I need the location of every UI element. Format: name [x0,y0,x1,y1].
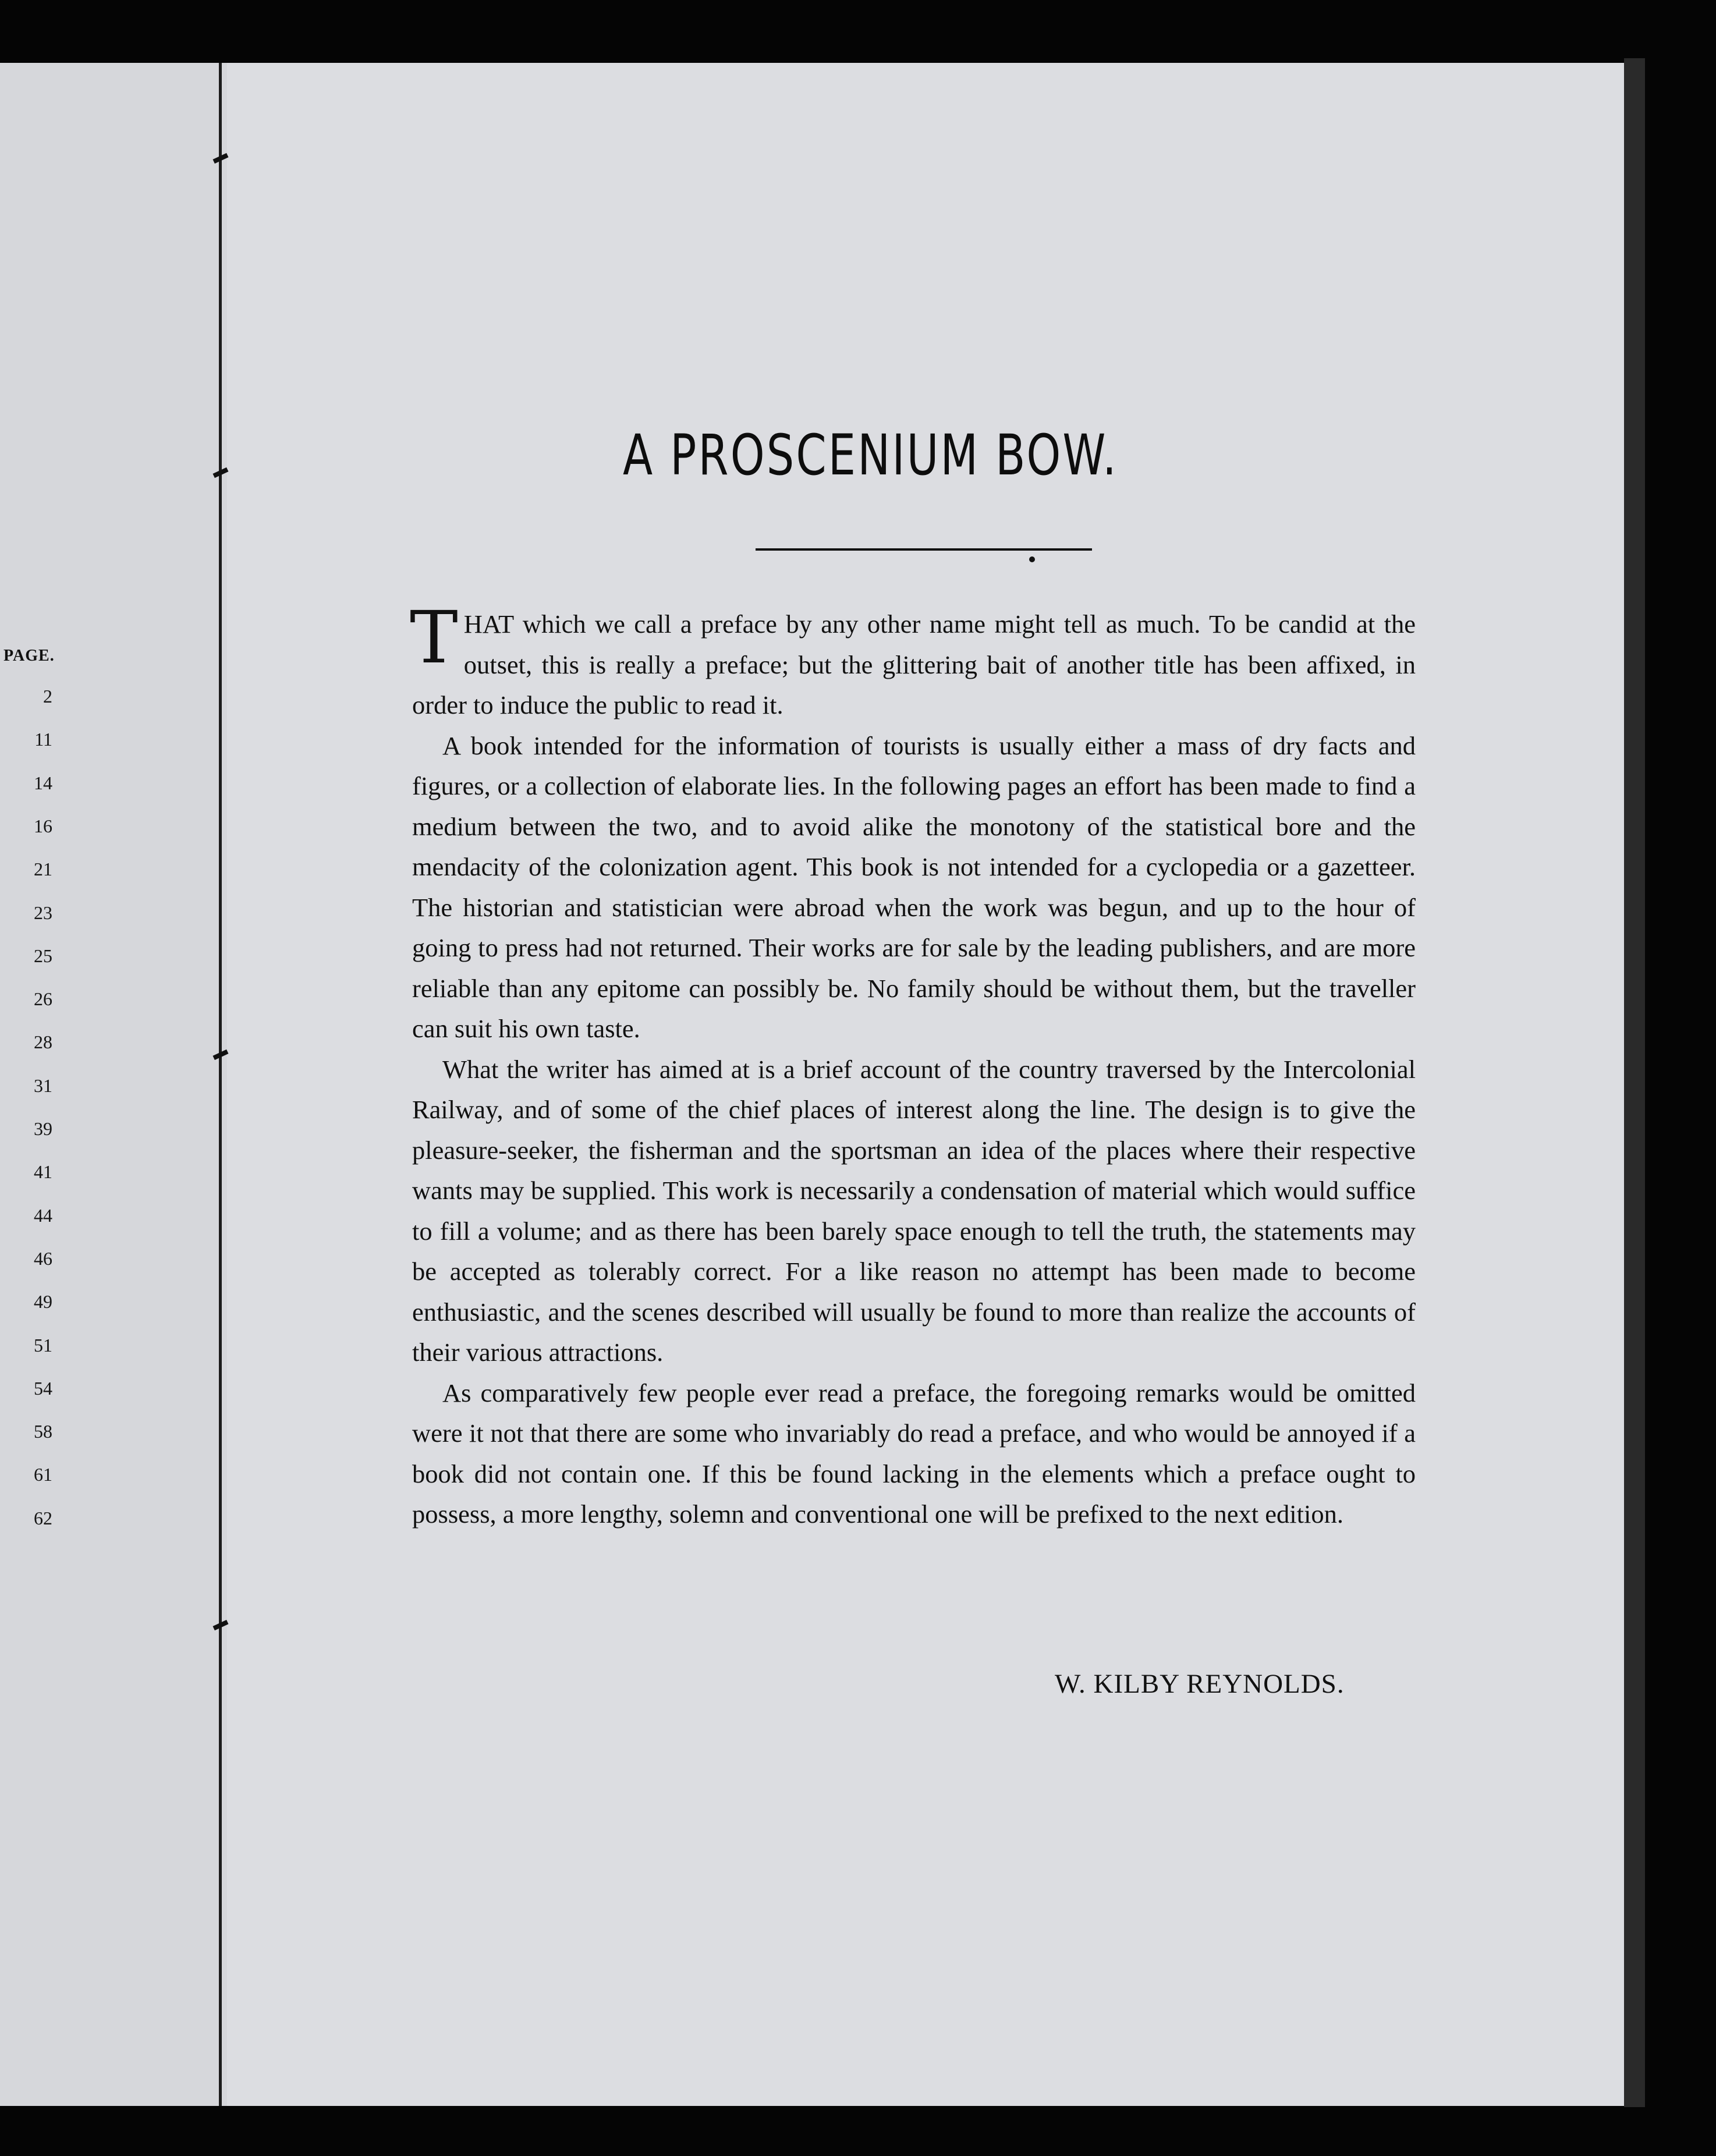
page-number: 41 [34,1161,52,1183]
page-number: 51 [34,1334,52,1356]
page-number: 39 [34,1118,52,1139]
paragraph-text: HAT which we call a preface by any other name might tell as much. To be candid at the outset, this is really a preface; but the glittering bait of another title has been affixed, in order to induce the public to read it. [412,609,1416,719]
page-number: 54 [34,1377,52,1399]
page-number: 14 [34,772,52,793]
paragraph: A book intended for the information of tourists is usually either a mass of dry facts and figures, or a collection of elaborate lies. In the following pages an effort has been made to find a medium between the two, and to avoid alike the monotony of the statistical bore and the mendacity of the colonization agent. This book is not intended for a cyclopedia or a gazetteer. The historian and statistician were abroad when the work was begun, and up to the hour of going to press had not returned. Their works are for sale by the leading publishers, and are more reliable than any epitome can possibly be. No family should be without them, but the traveller can suit his own taste. [412,731,1416,1043]
page-number: 61 [34,1464,52,1485]
author-signature: W. KILBY REYNOLDS. [1055,1669,1345,1699]
paragraph: What the writer has aimed at is a brief account of the country traversed by the Intercolonial Railway, and of some of the chief places of interest along the line. The design is to give the pleasure-seeker, the fisherman and the sportsman an idea of the places where their respective wants may be supplied. This work is necessarily a condensation of material which would suffice to fill a volume; and as there has been barely space enough to tell the truth, the statements may be accepted as tolerably correct. For a like reason no attempt has been made to become enthusiastic, and the scenes described will usually be found to more than realize the accounts of their various attractions. [412,1054,1416,1367]
page-number: 28 [34,1031,52,1053]
title-rule [756,548,1092,551]
page-title: A PROSCENIUM BOW. [623,423,1118,488]
page-number: 23 [34,902,52,923]
left-page-fragment [0,63,227,2106]
page-number: 44 [34,1204,52,1226]
page-number: 25 [34,945,52,966]
preface-body [410,596,1416,1535]
page-number: 11 [34,729,52,750]
page-number: 46 [34,1247,52,1269]
paragraph [410,596,1416,726]
page-number: 16 [34,815,52,836]
right-page-edge [1624,58,1645,2107]
page-number: 58 [34,1421,52,1442]
page-number: 31 [34,1075,52,1096]
page-number: 62 [34,1507,52,1529]
drop-cap: T [410,596,458,680]
title-rule-ornament [1029,556,1035,562]
page-number: 2 [43,686,52,707]
scanned-spread [0,63,1630,2106]
paragraph: As comparatively few people ever read a preface, the foregoing remarks would be omitted were it not that there are some who invariably do read a preface, and who would be annoyed if a book did not contain one. If this be found lacking in the elements which a preface ought to possess, a more lengthy, solemn and conventional one will be prefixed to the next edition. [412,1378,1416,1529]
page-number: 26 [34,988,52,1010]
page-column-header: PAGE. [3,647,55,665]
page-number: 21 [34,859,52,880]
page-number: 49 [34,1291,52,1313]
binding-gutter [219,63,222,2106]
